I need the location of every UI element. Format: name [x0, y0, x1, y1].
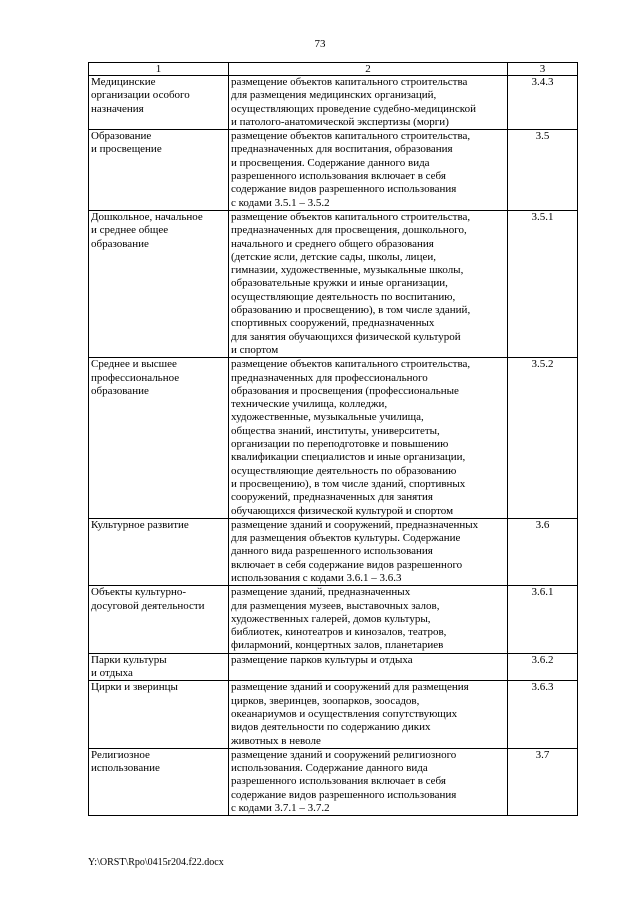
land-use-description-cell	[229, 518, 508, 585]
land-use-description-line: технические училища, колледжи,	[231, 398, 388, 411]
land-use-name-line: организации особого	[91, 89, 190, 102]
land-use-name-cell	[89, 210, 229, 357]
land-use-description-line: с кодами 3.5.1 – 3.5.2	[231, 196, 330, 209]
land-use-code-cell: 3.5.1	[508, 210, 578, 357]
land-use-name-cell	[89, 518, 229, 585]
land-use-description-cell	[229, 653, 508, 681]
land-use-description-line: для размещения музеев, выставочных залов,	[231, 599, 440, 612]
land-use-description-line: гимназии, художественные, музыкальные школы,	[231, 264, 464, 277]
land-use-description-line: видов деятельности по содержанию диких	[231, 721, 431, 734]
land-use-description-line: организации по переподготовке и повышению	[231, 438, 449, 451]
land-use-description-line: океанариумов и осуществления сопутствующих	[231, 707, 458, 720]
land-use-description-line: и просвещению), в том числе зданий, спортивных	[231, 477, 466, 490]
land-use-description-line: включает в себя содержание видов разрешенного	[231, 558, 463, 571]
land-use-name-line: использование	[91, 762, 160, 775]
land-use-description-line: филармоний, концертных залов, планетариев	[231, 639, 444, 652]
land-use-description-line: размещение зданий, предназначенных	[231, 586, 411, 599]
land-use-code-cell: 3.6	[508, 518, 578, 585]
land-use-table	[88, 62, 578, 816]
table-row	[89, 518, 578, 585]
land-use-description-line: спортивных сооружений, предназначенных	[231, 317, 435, 330]
land-use-description-line: образования и просвещения (профессиональные	[231, 384, 459, 397]
land-use-name-cell	[89, 586, 229, 653]
land-use-code-cell: 3.5	[508, 130, 578, 211]
land-use-name-line: Парки культуры	[91, 653, 167, 666]
land-use-code-cell: 3.7	[508, 748, 578, 815]
table-row	[89, 210, 578, 357]
land-use-description-line: разрешенного использования включает в себя	[231, 170, 446, 183]
land-use-description-line: размещение парков культуры и отдыха	[231, 653, 413, 666]
land-use-description-cell	[229, 358, 508, 519]
column-header-2: 2	[229, 63, 508, 76]
land-use-name-line: Культурное развитие	[91, 518, 189, 531]
land-use-description-line: размещение объектов капитального строительства,	[231, 358, 471, 371]
land-use-description-line: предназначенных для профессионального	[231, 371, 428, 384]
land-use-description-line: художественные, музыкальные училища,	[231, 411, 424, 424]
land-use-code-cell: 3.5.2	[508, 358, 578, 519]
land-use-name-line: назначения	[91, 102, 144, 115]
table-header-row	[89, 63, 578, 76]
land-use-name-cell	[89, 76, 229, 130]
land-use-description-line: животных в неволе	[231, 734, 321, 747]
land-use-description-line: осуществляющие деятельность по образованию	[231, 464, 457, 477]
land-use-name-cell	[89, 130, 229, 211]
land-use-name-line: Медицинские	[91, 76, 156, 88]
land-use-description-line: использования с кодами 3.6.1 – 3.6.3	[231, 571, 402, 584]
land-use-name-line: Среднее и высшее	[91, 358, 177, 371]
land-use-description-line: квалификации специалистов и иные организации,	[231, 451, 466, 464]
land-use-description-line: разрешенного использования включает в себя	[231, 775, 446, 788]
land-use-name-line: и отдыха	[91, 667, 133, 680]
table-row	[89, 358, 578, 519]
land-use-description-line: образованию и просвещению), в том числе зданий,	[231, 304, 471, 317]
page-number: 73	[314, 38, 326, 50]
land-use-description-line: содержание видов разрешенного использования	[231, 788, 457, 801]
land-use-code-cell: 3.6.2	[508, 653, 578, 681]
land-use-description-line: для размещения объектов культуры. Содержание	[231, 532, 461, 545]
land-use-description-line: предназначенных для просвещения, дошкольного,	[231, 224, 467, 237]
land-use-description-line: художественных галерей, домов культуры,	[231, 612, 431, 625]
land-use-description-line: с кодами 3.7.1 – 3.7.2	[231, 802, 330, 815]
land-use-description-line: сооружений, предназначенных для занятия	[231, 491, 433, 504]
land-use-name-line: Дошкольное, начальное	[91, 210, 203, 223]
land-use-code-cell: 3.6.3	[508, 681, 578, 748]
land-use-description-line: размещение зданий и сооружений, предназначенных	[231, 518, 479, 531]
land-use-description-line: содержание видов разрешенного использования	[231, 183, 457, 196]
land-use-description-line: (детские ясли, детские сады, школы, лицеи,	[231, 250, 436, 263]
land-use-name-line: Объекты культурно-	[91, 586, 186, 599]
land-use-name-line: досуговой деятельности	[91, 599, 205, 612]
column-header-3: 3	[508, 63, 578, 76]
land-use-description-line: для занятия обучающихся физической культурой	[231, 330, 461, 343]
land-use-description-line: предназначенных для воспитания, образования	[231, 143, 453, 156]
land-use-description-line: и патолого-анатомической экспертизы (морги)	[231, 115, 449, 128]
land-use-description-line: размещение объектов капитального строительства	[231, 76, 468, 88]
land-use-description-line: осуществляющих проведение судебно-медицинской	[231, 102, 476, 115]
table-row	[89, 681, 578, 748]
land-use-description-cell	[229, 210, 508, 357]
land-use-description-line: обучающихся физической культурой и спортом	[231, 504, 454, 517]
land-use-name-line: и среднее общее	[91, 224, 169, 237]
file-path-footer: Y:\ORST\Rpo\0415r204.f22.docx	[88, 857, 224, 868]
land-use-description-line: данного вида разрешенного использования	[231, 545, 433, 558]
table-row	[89, 130, 578, 211]
land-use-description-line: для размещения медицинских организаций,	[231, 89, 437, 102]
land-use-description-line: размещение зданий и сооружений религиозного	[231, 748, 457, 761]
land-use-description-cell	[229, 586, 508, 653]
land-use-description-cell	[229, 76, 508, 130]
land-use-description-line: образовательные кружки и иные организации,	[231, 277, 448, 290]
land-use-name-line: Религиозное	[91, 748, 150, 761]
land-use-description-line: начального и среднего общего образования	[231, 237, 434, 250]
land-use-description-cell	[229, 681, 508, 748]
column-header-1: 1	[89, 63, 229, 76]
table-row	[89, 76, 578, 130]
land-use-name-cell	[89, 681, 229, 748]
land-use-description-line: и просвещения. Содержание данного вида	[231, 156, 430, 169]
land-use-description-line: использования. Содержание данного вида	[231, 762, 428, 775]
land-use-name-line: профессиональное	[91, 371, 180, 384]
land-use-description-line: осуществляющие деятельность по воспитанию,	[231, 290, 456, 303]
land-use-description-line: размещение объектов капитального строительства,	[231, 130, 471, 143]
land-use-name-line: Образование	[91, 130, 152, 143]
land-use-name-cell	[89, 653, 229, 681]
land-use-description-cell	[229, 748, 508, 815]
land-use-description-line: и спортом	[231, 343, 279, 356]
land-use-name-cell	[89, 358, 229, 519]
land-use-description-line: цирков, зверинцев, зоопарков, зоосадов,	[231, 694, 420, 707]
land-use-name-line: Цирки и зверинцы	[91, 681, 178, 694]
table-row	[89, 653, 578, 681]
land-use-code-cell: 3.6.1	[508, 586, 578, 653]
land-use-description-line: размещение объектов капитального строительства,	[231, 210, 471, 223]
land-use-description-line: библиотек, кинотеатров и кинозалов, театров,	[231, 626, 447, 639]
land-use-name-cell	[89, 748, 229, 815]
land-use-name-line: образование	[91, 384, 149, 397]
land-use-description-line: общества знаний, институты, университеты,	[231, 424, 440, 437]
land-use-name-line: и просвещение	[91, 143, 162, 156]
table-row	[89, 748, 578, 815]
table-row	[89, 586, 578, 653]
land-use-description-cell	[229, 130, 508, 211]
land-use-name-line: образование	[91, 237, 149, 250]
land-use-description-line: размещение зданий и сооружений для размещения	[231, 681, 469, 694]
land-use-code-cell: 3.4.3	[508, 76, 578, 130]
